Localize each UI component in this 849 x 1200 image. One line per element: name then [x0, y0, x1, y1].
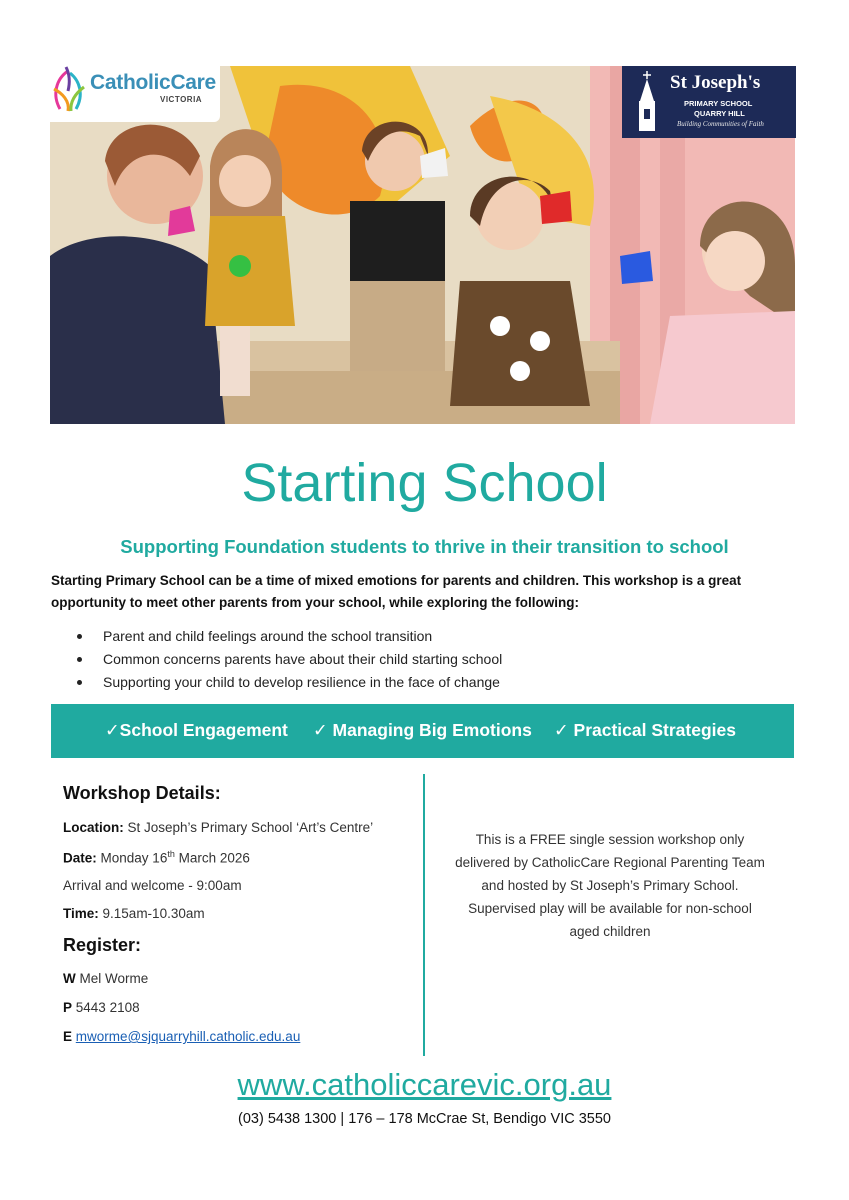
time-row: Time: 9.15am-10.30am	[63, 906, 205, 921]
catholiccare-logo	[38, 58, 220, 122]
register-email: E mworme@sjquarryhill.catholic.edu.au	[63, 1029, 301, 1044]
arrival-row: Arrival and welcome - 9:00am	[63, 878, 242, 893]
catholiccare-logo-name: CatholicCare	[90, 71, 216, 94]
st-josephs-logo-line1: PRIMARY SCHOOL	[684, 99, 753, 108]
highlights-band	[51, 704, 794, 758]
st-josephs-logo	[622, 66, 796, 138]
church-spire-icon	[632, 71, 662, 133]
register-phone: P 5443 2108	[63, 1000, 140, 1015]
list-item: Supporting your child to develop resilience in the face of change	[75, 671, 775, 694]
workshop-details-heading: Workshop Details:	[63, 783, 221, 803]
catholiccare-logo-mark-icon	[46, 65, 92, 115]
bullet-dot-icon	[77, 657, 82, 662]
list-item: Common concerns parents have about their child starting school	[75, 648, 775, 671]
register-heading: Register:	[63, 935, 142, 955]
page-subtitle: Supporting Foundation students to thrive in their transition to school	[120, 536, 729, 557]
website-link[interactable]: www.catholiccarevic.org.au	[237, 1067, 612, 1102]
website-footer	[0, 1067, 849, 1103]
register-contact-name: W Mel Worme	[63, 971, 149, 986]
st-josephs-logo-name: St Joseph's	[670, 72, 761, 93]
free-session-note: This is a FREE single session workshop only delivered by CatholicCare Regional Parenting Team and hosted by St Joseph’s Primary School. Supervised play will be available for non-school aged children	[455, 832, 765, 939]
contact-footer: (03) 5438 1300 | 176 – 178 McCrae St, Bendigo VIC 3550	[238, 1111, 611, 1127]
highlight-practical-strategies: ✓ Practical Strategies	[554, 720, 736, 740]
st-josephs-logo-tagline: Building Communities of Faith	[677, 120, 764, 128]
bullet-dot-icon	[77, 634, 82, 639]
intro-paragraph: Starting Primary School can be a time of mixed emotions for parents and children. This workshop is a great opportunity to meet other parents from your school, while exploring the following:	[51, 573, 742, 610]
topic-list	[75, 625, 775, 694]
highlight-school-engagement: ✓School Engagement	[105, 720, 288, 740]
column-divider	[423, 774, 425, 1056]
location-row: Location: St Joseph’s Primary School ‘Art’s Centre’	[63, 820, 374, 835]
highlight-managing-big-emotions: ✓ Managing Big Emotions	[313, 720, 532, 740]
st-josephs-logo-line2: QUARRY HILL	[694, 109, 745, 118]
page-title: Starting School	[241, 453, 608, 513]
date-row: Date: Monday 16th March 2026	[63, 849, 250, 866]
bullet-dot-icon	[77, 680, 82, 685]
email-link[interactable]: mworme@sjquarryhill.catholic.edu.au	[75, 1029, 301, 1044]
list-item: Parent and child feelings around the school transition	[75, 625, 775, 648]
catholiccare-logo-sub: VICTORIA	[160, 95, 203, 104]
